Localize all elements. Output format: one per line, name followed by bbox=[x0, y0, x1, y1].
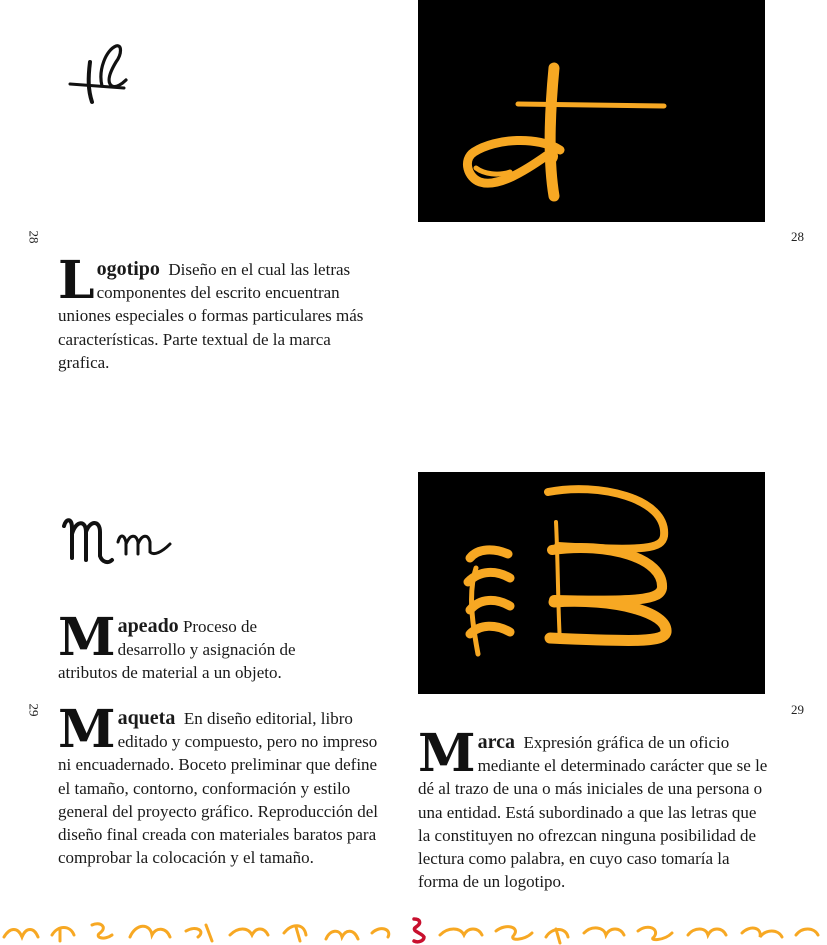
entry-term: apeado bbox=[117, 615, 179, 637]
decorative-calligraphy-border-icon bbox=[0, 905, 827, 945]
dropcap-initial: M bbox=[58, 699, 116, 760]
dropcap-initial: M bbox=[58, 607, 116, 668]
calligraphy-mm-sketch-icon bbox=[58, 508, 178, 572]
orange-m-lettering-icon bbox=[418, 472, 765, 694]
page-number-left-lower: 29 bbox=[26, 703, 42, 717]
dropcap-initial: L bbox=[58, 250, 95, 311]
entry-body: Diseño en el cual las letras componentes del escrito encuentran uniones especiales o formas particulares más características. Parte textual de la marca grafica. bbox=[58, 260, 364, 372]
entry-body: En diseño editorial, libro editado y compuesto, pero no impreso ni encuadernado. Boceto preliminar que define el tamaño, contorno, conformación y estilo general del proyecto gráfico. Reproducción del diseño final creada con materiales baratos para comprobar la colocación y el tamaño. bbox=[58, 709, 379, 868]
calligraphy-tl-sketch-icon bbox=[62, 40, 142, 110]
entry-marca bbox=[418, 723, 768, 893]
lettering-panel-upper bbox=[418, 0, 765, 222]
page-number-left-upper: 28 bbox=[26, 230, 42, 244]
dropcap-initial: M bbox=[418, 723, 476, 784]
page-number-right-upper: 28 bbox=[791, 229, 804, 244]
entry-maqueta bbox=[58, 699, 380, 869]
entry-term: aqueta bbox=[117, 707, 176, 729]
entry-mapeado bbox=[58, 607, 320, 685]
lettering-panel-lower bbox=[418, 472, 765, 694]
entry-logotipo bbox=[58, 250, 378, 374]
entry-term: arca bbox=[477, 731, 515, 753]
entry-term: ogotipo bbox=[96, 258, 160, 280]
entry-body: Proceso de desarrollo y asignación de atributos de material a un objeto. bbox=[58, 617, 296, 683]
entry-body: Expresión gráfica de un oficio mediante el determinado carácter que se le dé al trazo de una o más iniciales de una persona o una entidad. Está subordinado a que las letras que la constituyen no ofrezcan ninguna posibilidad de lectura como palabra, en cuyo caso tomaría la forma de un logotipo. bbox=[418, 733, 768, 892]
page-number-right-lower: 29 bbox=[791, 702, 804, 717]
orange-et-lettering-icon bbox=[418, 0, 765, 222]
